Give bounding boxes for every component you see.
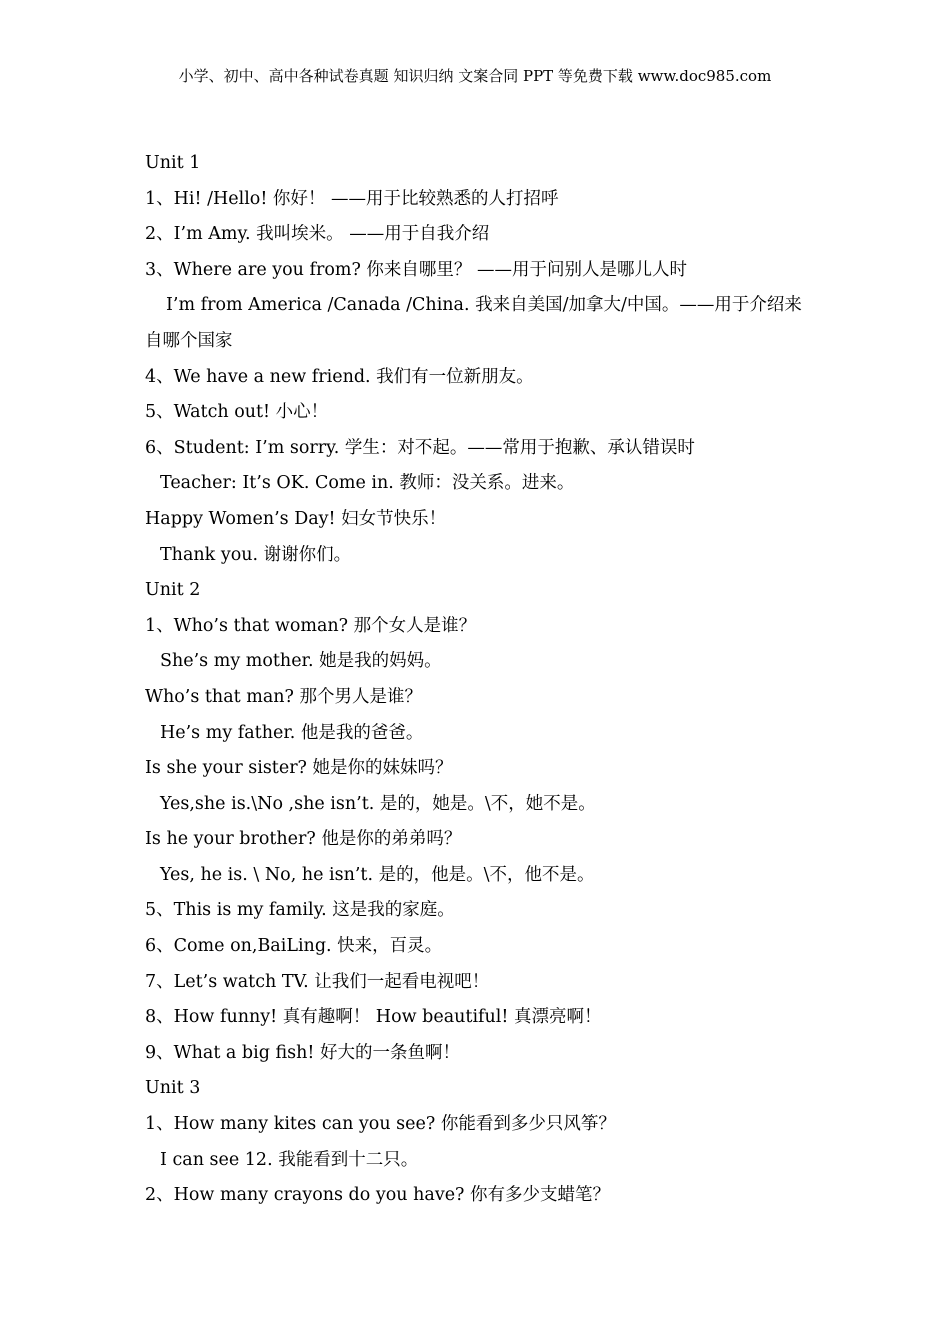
text-line: 1、Hi! /Hello! 你好！ ——用于比较熟悉的人打招呼 [145,188,559,209]
text-line: 2、I’m Amy. 我叫埃米。 ——用于自我介绍 [145,224,490,245]
text-line: 1、Who’s that woman? 那个女人是谁？ [145,615,477,636]
text-line: 5、This is my family. 这是我的家庭。 [145,900,455,921]
text-line: 3、Where are you from? 你来自哪里？ ——用于问别人是哪儿人时 [145,259,687,280]
text-line: Yes,she is.\No ,she isn’t. 是的，她是。\不，她不是。 [160,793,596,814]
unit-heading: Unit 1 [145,153,201,173]
document-body [145,146,820,1214]
text-line: I’m from America /Canada /China. 我来自美国/加拿大/中国。——用于介绍来 [166,295,802,316]
unit-heading: Unit 3 [145,1078,201,1099]
text-line: Who’s that man? 那个男人是谁？ [145,686,422,707]
text-line: 6、Student: I’m sorry. 学生：对不起。——常用于抱歉、承认错误时 [145,437,695,458]
text-line: Is he your brother? 他是你的弟弟吗？ [145,829,462,850]
text-line: Is she your sister? 她是你的妹妹吗？ [145,758,453,779]
text-line: 2、How many crayons do you have? 你有多少支蜡笔？ [145,1185,611,1206]
text-line: 4、We have a new friend. 我们有一位新朋友。 [145,366,534,387]
text-line: 8、How funny! 真有趣啊！ How beautiful! 真漂亮啊！ [145,1007,602,1028]
unit-heading: Unit 2 [145,580,201,601]
text-line: 7、Let’s watch TV. 让我们一起看电视吧！ [145,971,490,992]
text-line: 自哪个国家 [145,330,233,351]
text-line: Happy Women’s Day! 妇女节快乐！ [145,508,447,529]
text-line: 5、Watch out! 小心！ [145,402,329,423]
text-line: 9、What a big fish! 好大的一条鱼啊！ [145,1042,460,1063]
text-line: Thank you. 谢谢你们。 [160,544,352,565]
text-line: 6、Come on,BaiLing. 快来，百灵。 [145,936,443,957]
text-line: 1、How many kites can you see? 你能看到多少只风筝？ [145,1114,616,1135]
text-line: Yes, he is. \ No, he isn’t. 是的，他是。\不，他不是。 [160,864,595,885]
text-line: She’s my mother. 她是我的妈妈。 [160,651,442,672]
text-line: He’s my father. 他是我的爸爸。 [160,722,424,743]
text-line: Teacher: It’s OK. Come in. 教师：没关系。进来。 [160,473,575,494]
text-line: I can see 12. 我能看到十二只。 [160,1149,419,1170]
page-header: 小学、初中、高中各种试卷真题 知识归纳 文案合同 PPT 等免费下载 www.doc985.com [178,67,772,85]
